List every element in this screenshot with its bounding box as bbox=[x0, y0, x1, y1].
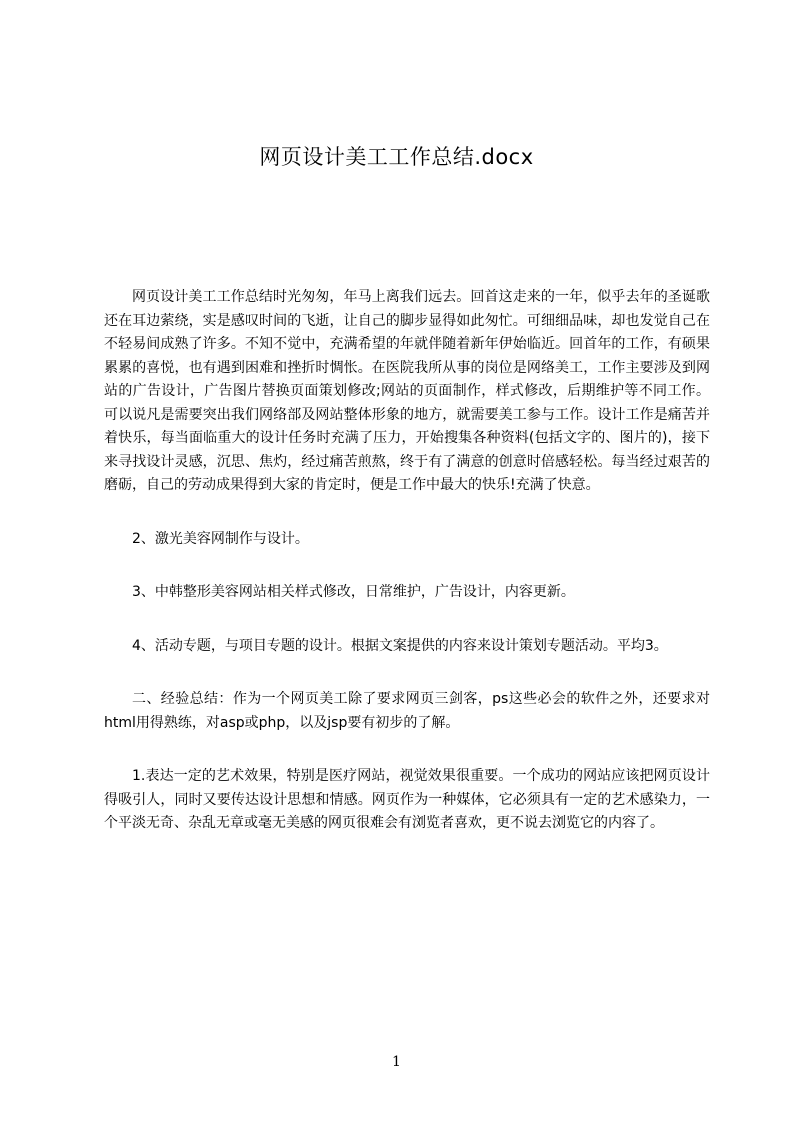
page-number: 1 bbox=[392, 1054, 401, 1070]
paragraph-point-1: 1.表达一定的艺术效果，特别是医疗网站，视觉效果很重要。一个成功的网站应该把网页设计得吸引人，同时又要传达设计思想和情感。网页作为一种媒体，它必须具有一定的艺术感染力，一个平淡无奇、杂乱无章或毫无美感的网页很难会有浏览者喜欢，更不说去浏览它的内容了。 bbox=[104, 768, 710, 831]
paragraph-item-3: 3、中韩整形美容网站相关样式修改，日常维护，广告设计，内容更新。 bbox=[132, 584, 575, 600]
document-title: 网页设计美工工作总结.docx bbox=[259, 145, 534, 169]
document-body bbox=[104, 286, 710, 836]
paragraph-item-4: 4、活动专题，与项目专题的设计。根据文案提供的内容来设计策划专题活动。平均3。 bbox=[132, 637, 668, 654]
paragraph-intro: 网页设计美工工作总结时光匆匆，年马上离我们远去。回首这走来的一年，似乎去年的圣诞歌还在耳边萦绕，实是感叹时间的飞逝，让自己的脚步显得如此匆忙。可细细品味，却也发觉自己在不轻易间成熟了许多。不知不觉中，充满希望的年就伴随着新年伊始临近。回首年的工作，有硕果累累的喜悦，也有遇到困难和挫折时惆怅。在医院我所从事的岗位是网络美工，工作主要涉及到网站的广告设计，广告图片替换页面策划修改;网站的页面制作，样式修改，后期维护等不同工作。可以说凡是需要突出我们网络部及网站整体形象的地方，就需要美工参与工作。设计工作是痛苦并着快乐，每当面临重大的设计任务时充满了压力，开始搜集各种资料(包括文字的、图片的)，接下来寻找设计灵感，沉思、焦灼，经过痛苦煎熬，终于有了满意的创意时倍感轻松。每当经过艰苦的磨砺，自己的劳动成果得到大家的肯定时，便是工作中最大的快乐!充满了快意。 bbox=[104, 289, 710, 493]
paragraph-experience-summary: 二、经验总结：作为一个网页美工除了要求网页三剑客，ps这些必会的软件之外，还要求对html用得熟练，对asp或php，以及jsp要有初步的了解。 bbox=[104, 691, 710, 731]
paragraph-item-2: 2、激光美容网制作与设计。 bbox=[132, 530, 309, 547]
